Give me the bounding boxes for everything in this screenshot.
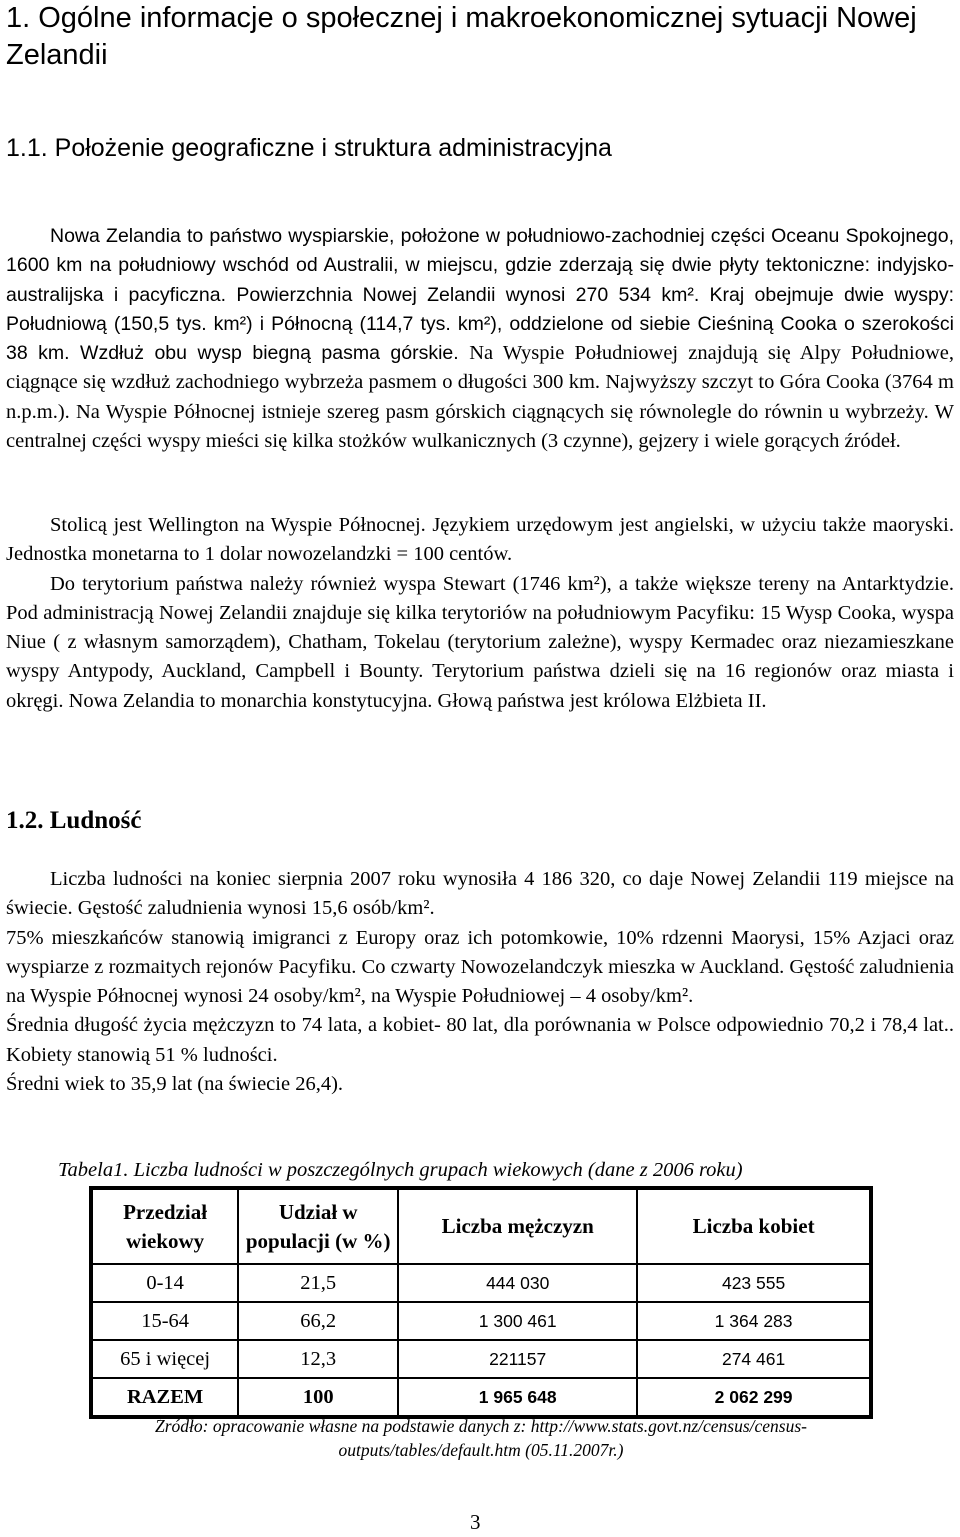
population-paragraph-4: Średni wiek to 35,9 lat (na świecie 26,4). [6,1073,344,1096]
cell-age-range: 0-14 [92,1264,238,1302]
cell-men-count: 1 300 461 [398,1302,637,1340]
header-women-count: Liczba kobiet [637,1189,870,1264]
table-total-row [92,1378,870,1416]
territory-paragraph: Do terytorium państwa należy również wyspa Stewart (1746 km²), a także większe tereny na Antarktydzie. Pod administracją Nowej Zelandii znajduje się kilka terytoriów na południowym Pacyfiku: 15 Wysp Cooka, wyspa Niue ( z własnym samorządem), Chatham, Tokelau (terytorium zależne), wyspy Kermadec oraz niezamieszkane wyspy Antypody, Auckland, Campbell i Bounty. Terytorium państwa dzieli się na 16 regionów oraz miasta i okręgi. Nowa Zelandia to monarchia konstytucyjna. Głową państwa jest królowa Elżbieta II. [6,572,954,712]
geography-paragraph-1-serif: Na Wyspie Południowej znajdują się Alpy Południowe, ciągnące się wzdłuż zachodniego wybrzeża pasmem o długości 300 km. Najwyższy szczyt to Góra Cooka (3764 m n.p.m.). Na Wyspie Północnej istnieje szereg pasm górskich ciągnących się równolegle do równin u wybrzeży. W centralnej części wyspy mieści się kilka stożków wulkanicznych (3 czynne), gejzery i wiele gorących źródeł. [6,342,955,453]
table-header-row [92,1189,870,1264]
geography-paragraph-1 [6,222,954,456]
population-paragraph-2: 75% mieszkańców stanowią imigranci z Europy oraz ich potomkowie, 10% rdzenni Maorysi, 15% Azjaci oraz wyspiarze z rozmaitych rejonów Pacyfiku. Co czwarty Nowozelandczyk mieszka w Auckland. Gęstość zaludnienia na Wyspie Północnej wynosi 24 osoby/km², na Wyspie Południowej – 4 osoby/km². [6,926,954,1008]
page-number: 3 [470,1510,481,1534]
cell-age-range: 15-64 [92,1302,238,1340]
geography-paragraph-1-sans: Nowa Zelandia to państwo wyspiarskie, położone w południowo-zachodniej części Oceanu Spokojnego, 1600 km na południowy wschód od Australii, w miejscu, gdzie zderzają się dwie płyty tektoniczne: indyjsko- australijska i pacyficzna. Powierzchnia Nowej Zelandii wynosi 270 534 km². Kraj obejmuje dwie wyspy: Południową (150,5 tys. km²) i Północną (114,7 tys. km²), oddzielone od siebie Cieśniną Cooka o szerokości 38 km. Wzdłuż obu wysp biegną pasma górskie. [6,225,954,365]
population-paragraph-3: Średnia długość życia mężczyzn to 74 lata, a kobiet- 80 lat, dla porównania w Polsce odpowiednio 70,2 i 78,4 lat.. Kobiety stanowią 51 % ludności. [6,1014,954,1066]
cell-men-count: 221157 [398,1340,637,1378]
cell-total-label: RAZEM [92,1378,238,1416]
table-row [92,1264,870,1302]
table-row [92,1340,870,1378]
cell-population-share: 66,2 [238,1302,398,1340]
administration-text [6,511,954,716]
cell-women-count: 423 555 [637,1264,870,1302]
geography-text [6,222,954,456]
table-row [92,1302,870,1340]
population-paragraph-1: Liczba ludności na koniec sierpnia 2007 roku wynosiła 4 186 320, co daje Nowej Zelandii 119 miejsce na świecie. Gęstość zaludnienia wynosi 15,6 osób/km². [6,868,954,920]
cell-total-women: 2 062 299 [637,1378,870,1416]
section-heading-population: 1.2. Ludność [6,807,142,834]
table-caption: Tabela1. Liczba ludności w poszczególnych grupach wiekowych (dane z 2006 roku) [58,1159,743,1181]
cell-age-range: 65 i więcej [92,1340,238,1378]
cell-total-share: 100 [238,1378,398,1416]
population-text [6,865,954,1099]
cell-women-count: 274 461 [637,1340,870,1378]
cell-population-share: 21,5 [238,1264,398,1302]
age-group-table [89,1186,873,1419]
header-age-range: Przedział wiekowy [92,1189,238,1264]
cell-population-share: 12,3 [238,1340,398,1378]
header-men-count: Liczba mężczyzn [398,1189,637,1264]
chapter-heading: 1. Ogólne informacje o społecznej i makroekonomicznej sytuacji Nowej Zelandii [6,2,917,71]
cell-men-count: 444 030 [398,1264,637,1302]
table-source-note: Źródło: opracowanie własne na podstawie danych z: http://www.stats.govt.nz/census/census-outputs/tables/default.htm (05.11.2007r.) [154,1416,807,1460]
capital-paragraph: Stolicą jest Wellington na Wyspie Północnej. Językiem urzędowym jest angielski, w użyciu także maoryski. Jednostka monetarna to 1 dolar nowozelandzki = 100 centów. [6,514,954,566]
header-population-share: Udział w populacji (w %) [238,1189,398,1264]
cell-women-count: 1 364 283 [637,1302,870,1340]
cell-total-men: 1 965 648 [398,1378,637,1416]
section-heading-geography: 1.1. Położenie geograficzne i struktura administracyjna [6,134,612,162]
